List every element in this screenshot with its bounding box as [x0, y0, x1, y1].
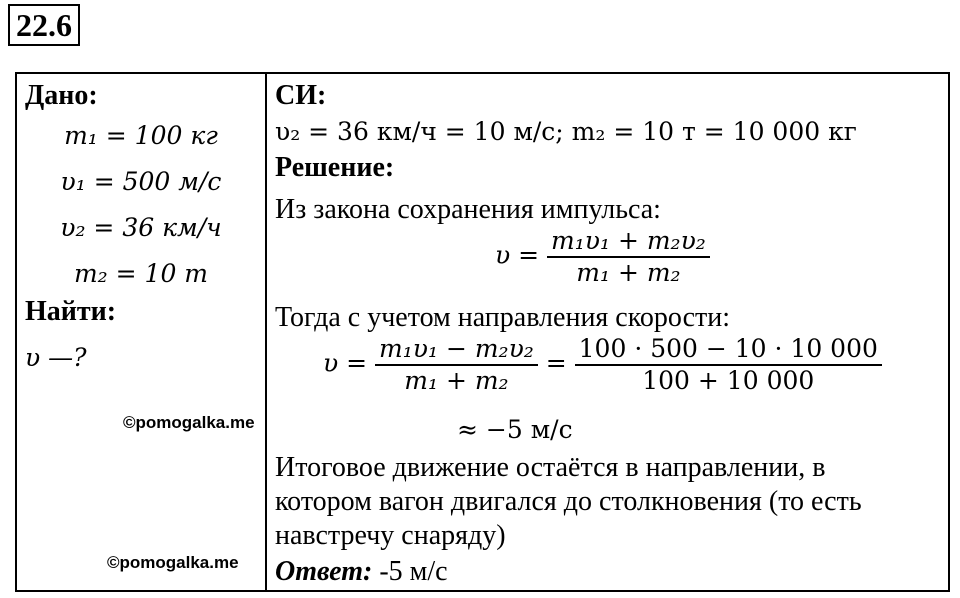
conclusion-line-2: котором вагон двигался до столкновения (то есть [275, 486, 862, 517]
given-heading: Дано: [25, 80, 98, 111]
given-line-1: m₁ = 100 кг [64, 121, 218, 150]
eq2-numerator: m₁υ₁ − m₂υ₂ [375, 334, 538, 366]
eq1-fraction [547, 226, 710, 288]
find-line: υ —? [25, 343, 87, 372]
conclusion-line-1: Итоговое движение остаётся в направлении, в [275, 452, 826, 483]
eq1-lhs: υ = [495, 240, 540, 270]
eq2-numerator-2: 100 · 500 − 10 · 10 000 [575, 334, 882, 366]
eq1-denominator: m₁ + m₂ [576, 258, 681, 287]
watermark: ©pomogalka.me [107, 553, 239, 572]
eq2-fraction-2 [575, 334, 882, 396]
column-divider [265, 74, 267, 590]
watermark: ©pomogalka.me [123, 413, 255, 432]
find-heading: Найти: [25, 296, 117, 327]
eq2-lhs: υ = [323, 348, 368, 378]
conclusion-line-3: навстречу снаряду) [275, 520, 506, 551]
eq2-equals: = [545, 348, 567, 378]
answer-label: Ответ: [275, 556, 373, 587]
equation-1 [495, 226, 710, 288]
si-line: υ₂ = 36 км/ч = 10 м/с; m₂ = 10 т = 10 000 кг [275, 117, 857, 146]
eq2-denominator: m₁ + m₂ [404, 366, 509, 395]
solution-text-2: Тогда с учетом направления скорости: [275, 302, 731, 333]
given-line-3: υ₂ = 36 км/ч [60, 213, 222, 242]
eq2-denominator-2: 100 + 10 000 [642, 366, 815, 395]
answer-value: -5 м/с [372, 556, 448, 587]
solution-heading: Решение: [275, 152, 395, 183]
solution-table [15, 72, 950, 592]
solution-text-1: Из закона сохранения импульса: [275, 194, 661, 225]
eq2-result: ≈ −5 м/с [457, 415, 573, 444]
given-line-2: υ₁ = 500 м/с [60, 167, 222, 196]
eq1-numerator: m₁υ₁ + m₂υ₂ [547, 226, 710, 258]
equation-2 [323, 334, 882, 396]
given-line-4: m₂ = 10 т [73, 259, 209, 288]
eq2-fraction-1 [375, 334, 538, 396]
si-heading: СИ: [275, 80, 327, 111]
problem-number: 22.6 [8, 4, 80, 46]
answer [275, 556, 448, 588]
